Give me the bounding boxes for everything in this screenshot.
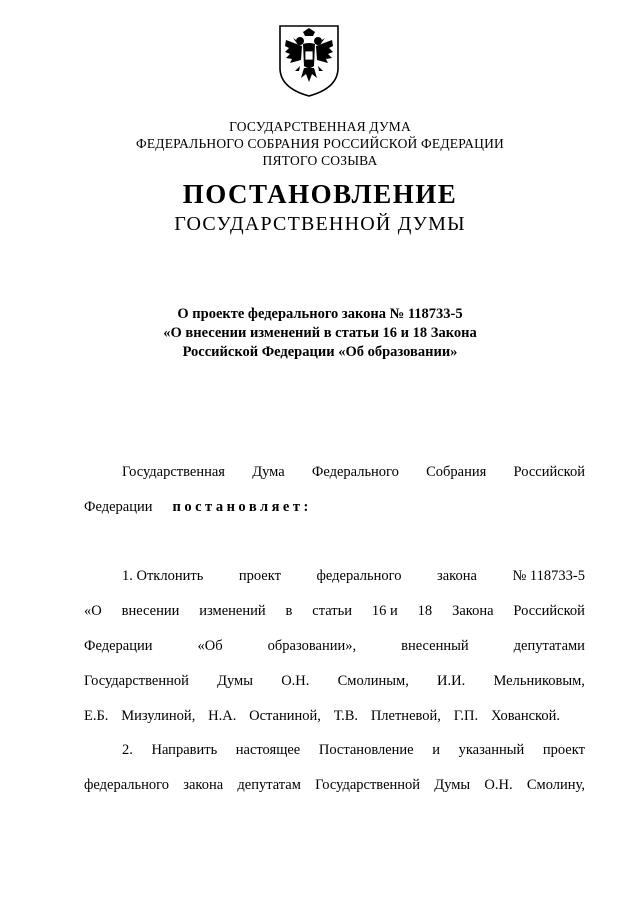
word: Плетневой, (370, 708, 441, 724)
header-organization: ГОСУДАРСТВЕННАЯ ДУМА (229, 119, 411, 134)
word: изменений (199, 603, 266, 619)
preamble-line-1 (122, 464, 585, 481)
word: и (432, 742, 440, 758)
word: Государственная (122, 464, 225, 480)
word: закона (437, 568, 477, 584)
word: Федерации (84, 499, 153, 515)
subject-line-1: О проекте федерального закона № 118733-5 (177, 306, 463, 322)
preamble-line-2 (84, 499, 585, 516)
document-title: ПОСТАНОВЛЕНИЕ (182, 179, 458, 209)
word: Мельниковым, (493, 673, 585, 689)
word: внесенный (401, 638, 469, 654)
word: № 118733-5 (512, 568, 585, 584)
item-1-line-1 (122, 568, 585, 585)
word: О.Н. (484, 777, 513, 793)
word: Государственной (315, 777, 421, 793)
item-1-line-2 (84, 603, 585, 620)
item-1-line-3 (84, 638, 585, 655)
word: Смолиным, (337, 673, 409, 689)
word: внесении (121, 603, 180, 619)
word: Е.Б. (84, 708, 109, 724)
word: 2. (122, 742, 133, 758)
word: Думы (217, 673, 253, 689)
word: Дума (252, 464, 285, 480)
word: «О (84, 603, 102, 619)
coat-of-arms-icon (276, 22, 342, 98)
document-subtitle: ГОСУДАРСТВЕННОЙ ДУМЫ (174, 213, 466, 235)
item-2-line-2 (84, 777, 585, 794)
word: Хованской. (490, 708, 560, 724)
word: в (285, 603, 293, 619)
word: Останиной, (249, 708, 321, 724)
header-assembly: ФЕДЕРАЛЬНОГО СОБРАНИЯ РОССИЙСКОЙ ФЕДЕРАЦИИ (136, 136, 504, 151)
word: Российской (513, 603, 585, 619)
word: Г.П. (453, 708, 479, 724)
word: О.Н. (281, 673, 310, 689)
word: федерального (316, 568, 402, 584)
subject-line-3: Российской Федерации «Об образовании» (182, 344, 458, 360)
word: указанный (458, 742, 525, 758)
word: настоящее (235, 742, 301, 758)
word: образовании», (267, 638, 357, 654)
word: И.И. (437, 673, 466, 689)
word: Федерации (84, 638, 153, 654)
word: закона (183, 777, 224, 793)
word: Н.А. (208, 708, 237, 724)
subject-line-2: «О внесении изменений в статьи 16 и 18 Закона (163, 325, 477, 341)
word: Федерального (311, 464, 399, 480)
item-1-line-4 (84, 673, 585, 690)
word: Т.В. (333, 708, 359, 724)
word: проект (238, 568, 281, 584)
word: статьи (312, 603, 352, 619)
word: 18 (417, 603, 433, 619)
word: депутатам (237, 777, 301, 793)
header-convocation: ПЯТОГО СОЗЫВА (262, 153, 378, 168)
word: Думы (434, 777, 471, 793)
word: Собрания (426, 464, 487, 480)
word: депутатами (513, 638, 585, 654)
word: Мизулиной, (121, 708, 196, 724)
item-1-line-5 (84, 708, 560, 725)
word: Государственной (84, 673, 189, 689)
word: Направить (151, 742, 218, 758)
word: проект (542, 742, 585, 758)
resolves-spaced-text: постановляет: (172, 499, 312, 515)
word: федерального (84, 777, 169, 793)
word: Закона (452, 603, 494, 619)
word: Российской (513, 464, 585, 480)
word: Смолину, (526, 777, 585, 793)
item-2-line-1 (122, 742, 585, 759)
word: 1. Отклонить (122, 568, 204, 584)
word: «Об (197, 638, 223, 654)
word: 16 и (371, 603, 398, 619)
word: Постановление (318, 742, 414, 758)
